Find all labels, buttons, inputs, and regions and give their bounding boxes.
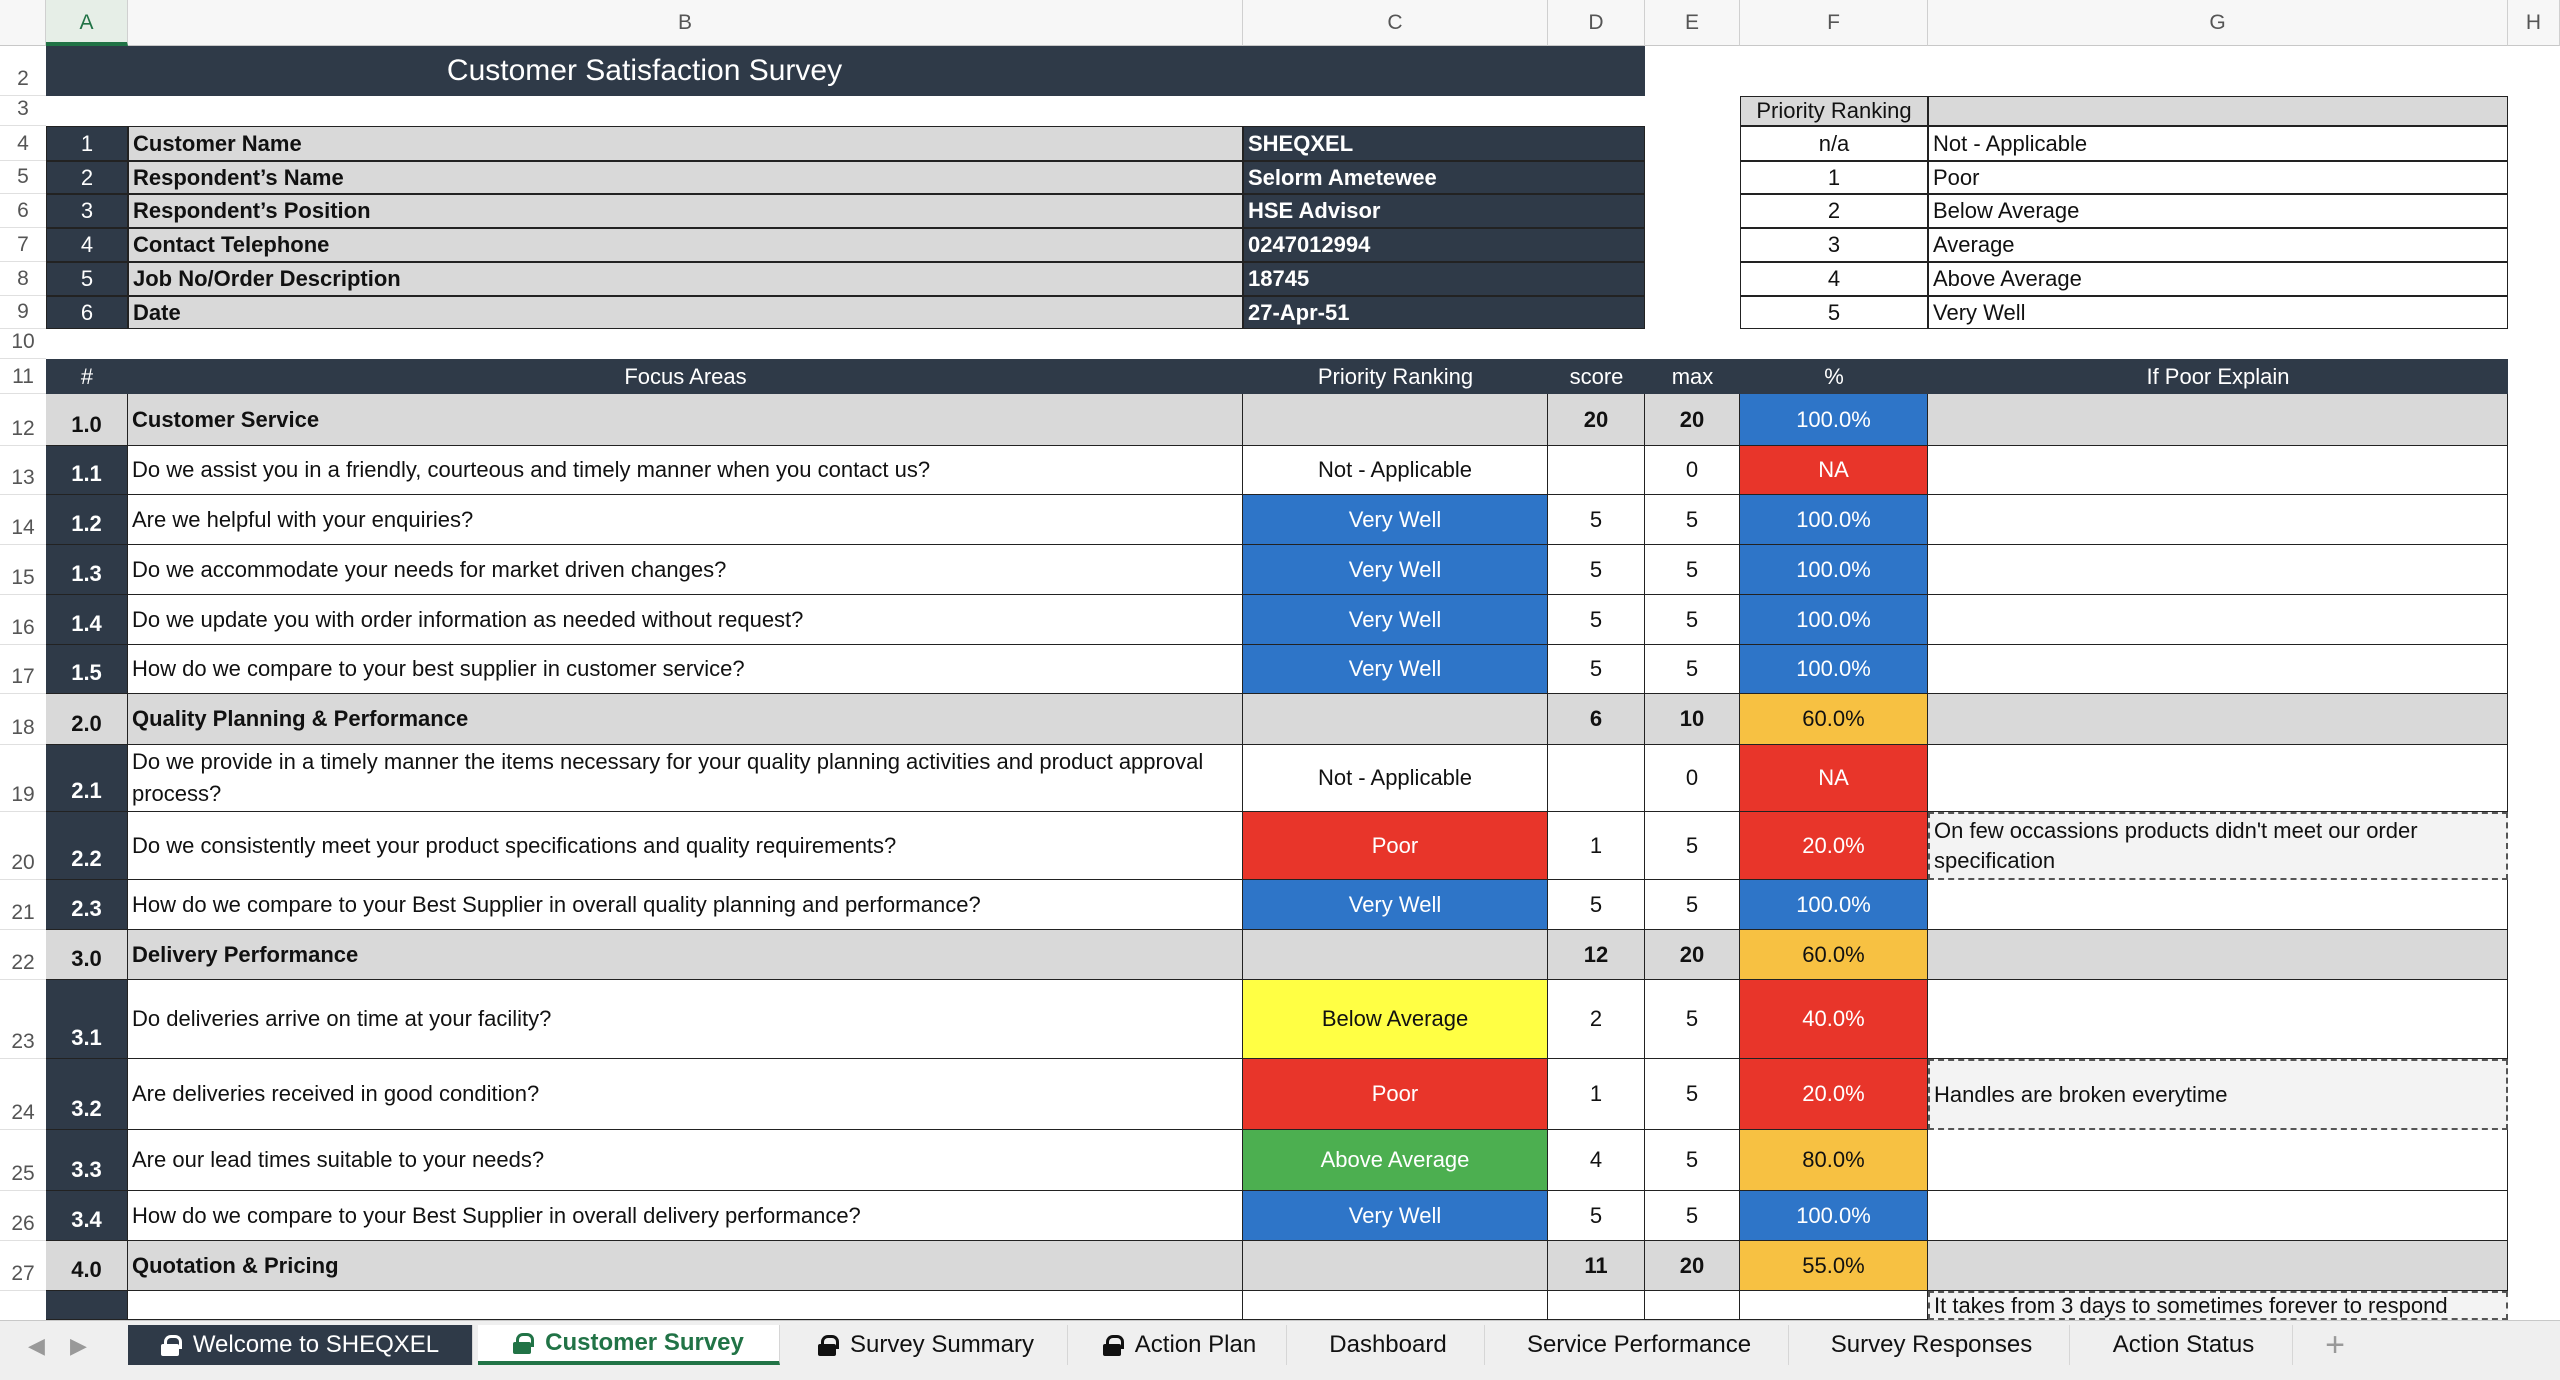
priority-ranking-value: Poor <box>1243 812 1548 880</box>
section-rank-blank <box>1243 930 1548 980</box>
section-percent: 55.0% <box>1740 1241 1928 1291</box>
question-text: How do we compare to your best supplier in customer service? <box>128 645 1243 694</box>
sheet-tab-dashboard[interactable] <box>1292 1325 1485 1365</box>
sheet-tab-label: Welcome to SHEQXEL <box>192 1331 440 1358</box>
row-header-27[interactable]: 27 <box>0 1241 46 1291</box>
lock-icon <box>818 1335 836 1355</box>
legend-label: Not - Applicable <box>1928 126 2508 161</box>
explain-blank <box>1928 595 2508 645</box>
question-text: Are deliveries received in good condition? <box>128 1059 1243 1130</box>
score-value: 5 <box>1548 1191 1645 1241</box>
row-header-11[interactable]: 11 <box>0 359 46 394</box>
info-label: Job No/Order Description <box>128 262 1243 296</box>
column-header-g[interactable]: G <box>1928 0 2508 46</box>
item-number: 1.2 <box>46 495 128 545</box>
info-label: Respondent’s Name <box>128 161 1243 194</box>
score-value: 5 <box>1548 880 1645 930</box>
legend-key: 2 <box>1740 194 1928 228</box>
max-value: 5 <box>1645 880 1740 930</box>
header-priority-ranking: Priority Ranking <box>1243 359 1548 394</box>
header-score: score <box>1548 359 1645 394</box>
row-header-10[interactable]: 10 <box>0 329 46 359</box>
info-value: 18745 <box>1243 262 1645 296</box>
section-max: 20 <box>1645 1241 1740 1291</box>
max-value: 5 <box>1645 595 1740 645</box>
row-header-17[interactable]: 17 <box>0 645 46 694</box>
sheet-tab-welcome-to-sheqxel[interactable] <box>128 1325 473 1365</box>
legend-key: 4 <box>1740 262 1928 296</box>
prev-sheet-arrow-icon[interactable]: ◀ <box>28 1333 45 1358</box>
info-label: Customer Name <box>128 126 1243 161</box>
poor-explanation: Handles are broken everytime <box>1928 1059 2508 1130</box>
explain-blank <box>1928 446 2508 495</box>
score-value: 5 <box>1548 545 1645 595</box>
sheet-tab-bar <box>0 1320 2560 1380</box>
row-header-12[interactable]: 12 <box>0 394 46 446</box>
poor-explanation: It takes from 3 days to sometimes forever to respond <box>1928 1291 2508 1320</box>
legend-label: Below Average <box>1928 194 2508 228</box>
section-rank-blank <box>1243 694 1548 745</box>
explain-blank <box>1928 1130 2508 1191</box>
row-header-26[interactable]: 26 <box>0 1191 46 1241</box>
item-number: 1.3 <box>46 545 128 595</box>
percent-value: 100.0% <box>1740 545 1928 595</box>
item-number: 2.2 <box>46 812 128 880</box>
explain-blank <box>1928 645 2508 694</box>
item-number: 2.3 <box>46 880 128 930</box>
question-text: Are our lead times suitable to your needs? <box>128 1130 1243 1191</box>
item-number: 1.1 <box>46 446 128 495</box>
row-header-19[interactable]: 19 <box>0 745 46 812</box>
item-number: 1.0 <box>46 394 128 446</box>
column-header-d[interactable]: D <box>1548 0 1645 46</box>
legend-key: n/a <box>1740 126 1928 161</box>
priority-ranking-value: Very Well <box>1243 1191 1548 1241</box>
info-number: 5 <box>46 262 128 296</box>
row-header-20[interactable]: 20 <box>0 812 46 880</box>
priority-ranking-value: Above Average <box>1243 1130 1548 1191</box>
priority-ranking-value: Not - Applicable <box>1243 745 1548 812</box>
question-text: How do we compare to your Best Supplier in overall delivery performance? <box>128 1191 1243 1241</box>
percent-value: 100.0% <box>1740 880 1928 930</box>
row-header-5[interactable]: 5 <box>0 161 46 194</box>
info-number: 6 <box>46 296 128 329</box>
item-number: 3.1 <box>46 980 128 1059</box>
info-number: 3 <box>46 194 128 228</box>
section-title: Delivery Performance <box>128 930 1243 980</box>
percent-value: 100.0% <box>1740 595 1928 645</box>
info-number: 4 <box>46 228 128 262</box>
header-max: max <box>1645 359 1740 394</box>
row-header-6[interactable]: 6 <box>0 194 46 228</box>
row-header-25[interactable]: 25 <box>0 1130 46 1191</box>
section-explain-blank <box>1928 394 2508 446</box>
explain-blank <box>1928 495 2508 545</box>
max-value: 5 <box>1645 1059 1740 1130</box>
percent-value: 100.0% <box>1740 645 1928 694</box>
score-value <box>1548 446 1645 495</box>
row-header-18[interactable]: 18 <box>0 694 46 745</box>
legend-key: 1 <box>1740 161 1928 194</box>
explain-blank <box>1928 880 2508 930</box>
section-rank-blank <box>1243 394 1548 446</box>
legend-label: Average <box>1928 228 2508 262</box>
legend-header-blank <box>1928 96 2508 126</box>
legend-label: Poor <box>1928 161 2508 194</box>
priority-ranking-value: Poor <box>1243 1059 1548 1130</box>
row-header-23[interactable]: 23 <box>0 980 46 1059</box>
sheet-tab-customer-survey[interactable] <box>478 1325 780 1365</box>
priority-ranking-value: Very Well <box>1243 545 1548 595</box>
section-title: Customer Service <box>128 394 1243 446</box>
info-label: Contact Telephone <box>128 228 1243 262</box>
row-header-3[interactable]: 3 <box>0 96 46 126</box>
question-text: Are we helpful with your enquiries? <box>128 495 1243 545</box>
section-title: Quotation & Pricing <box>128 1241 1243 1291</box>
row-header-15[interactable]: 15 <box>0 545 46 595</box>
sheet-tab-service-performance[interactable] <box>1490 1325 1789 1365</box>
column-header-h[interactable]: H <box>2508 0 2560 46</box>
section-max: 20 <box>1645 930 1740 980</box>
next-sheet-arrow-icon[interactable]: ▶ <box>70 1333 87 1358</box>
sheet-tab-label: Survey Responses <box>1830 1331 2033 1358</box>
header-focus-areas: Focus Areas <box>128 359 1243 394</box>
sheet-tab-label: Customer Survey <box>545 1329 744 1356</box>
header-if-poor-explain: If Poor Explain <box>1928 359 2508 394</box>
score-value: 1 <box>1548 1059 1645 1130</box>
priority-ranking-value: Very Well <box>1243 880 1548 930</box>
percent-value: 100.0% <box>1740 495 1928 545</box>
column-header-c[interactable]: C <box>1243 0 1548 46</box>
max-value: 5 <box>1645 1191 1740 1241</box>
max-value: 5 <box>1645 1130 1740 1191</box>
row-header-14[interactable]: 14 <box>0 495 46 545</box>
max-value: 5 <box>1645 812 1740 880</box>
question-text: Do deliveries arrive on time at your facility? <box>128 980 1243 1059</box>
score-value: 1 <box>1548 812 1645 880</box>
score-value: 5 <box>1548 595 1645 645</box>
priority-ranking-value: Very Well <box>1243 495 1548 545</box>
item-number: 3.3 <box>46 1130 128 1191</box>
sheet-tab-label: Action Status <box>2112 1331 2255 1358</box>
info-value: Selorm Ametewee <box>1243 161 1645 194</box>
section-score: 11 <box>1548 1241 1645 1291</box>
sheet-tab-label: Dashboard <box>1329 1331 1447 1358</box>
row-header-13[interactable]: 13 <box>0 446 46 495</box>
max-value: 0 <box>1645 446 1740 495</box>
info-number: 2 <box>46 161 128 194</box>
poor-explanation: On few occassions products didn't meet our order specification <box>1928 812 2508 880</box>
lock-icon <box>513 1333 531 1353</box>
item-number: 3.0 <box>46 930 128 980</box>
sheet-tab-label: Service Performance <box>1526 1331 1752 1358</box>
row-header-7[interactable]: 7 <box>0 228 46 262</box>
row-header-8[interactable]: 8 <box>0 262 46 296</box>
row-header-4[interactable]: 4 <box>0 126 46 161</box>
score-value: 4 <box>1548 1130 1645 1191</box>
score-value <box>1548 745 1645 812</box>
score-value <box>1548 1291 1645 1320</box>
max-value <box>1645 1291 1740 1320</box>
section-max: 20 <box>1645 394 1740 446</box>
info-label: Respondent’s Position <box>128 194 1243 228</box>
row-header-22[interactable]: 22 <box>0 930 46 980</box>
info-value: SHEQXEL <box>1243 126 1645 161</box>
info-number: 1 <box>46 126 128 161</box>
item-number: 2.0 <box>46 694 128 745</box>
column-header-f[interactable]: F <box>1740 0 1928 46</box>
sheet-tab-survey-responses[interactable] <box>1794 1325 2070 1365</box>
question-text: Do we accommodate your needs for market driven changes? <box>128 545 1243 595</box>
legend-label: Very Well <box>1928 296 2508 329</box>
item-number: 3.4 <box>46 1191 128 1241</box>
section-percent: 60.0% <box>1740 694 1928 745</box>
row-header-24[interactable]: 24 <box>0 1059 46 1130</box>
row-header-21[interactable]: 21 <box>0 880 46 930</box>
section-score: 6 <box>1548 694 1645 745</box>
section-title: Quality Planning & Performance <box>128 694 1243 745</box>
priority-ranking-value: Very Well <box>1243 645 1548 694</box>
question-text: Do we assist you in a friendly, courteous and timely manner when you contact us? <box>128 446 1243 495</box>
section-score: 12 <box>1548 930 1645 980</box>
section-max: 10 <box>1645 694 1740 745</box>
section-explain-blank <box>1928 1241 2508 1291</box>
item-number: 4.0 <box>46 1241 128 1291</box>
question-text: Do we consistently meet your product specifications and quality requirements? <box>128 812 1243 880</box>
info-value: 0247012994 <box>1243 228 1645 262</box>
max-value: 5 <box>1645 545 1740 595</box>
info-value: 27-Apr-51 <box>1243 296 1645 329</box>
title-bar-extension <box>1243 46 1645 96</box>
add-sheet-button[interactable]: + <box>2325 1325 2345 1364</box>
lock-icon <box>161 1335 179 1355</box>
percent-value: 20.0% <box>1740 1059 1928 1130</box>
legend-header: Priority Ranking <box>1740 96 1928 126</box>
item-number <box>46 1291 128 1320</box>
legend-key: 5 <box>1740 296 1928 329</box>
sheet-tab-survey-summary[interactable] <box>785 1325 1068 1365</box>
score-value: 2 <box>1548 980 1645 1059</box>
max-value: 5 <box>1645 980 1740 1059</box>
question-text <box>128 1291 1243 1320</box>
question-text: Do we update you with order information as needed without request? <box>128 595 1243 645</box>
lock-icon <box>1103 1335 1121 1355</box>
column-header-e[interactable]: E <box>1645 0 1740 46</box>
explain-blank <box>1928 545 2508 595</box>
row-header-16[interactable]: 16 <box>0 595 46 645</box>
section-rank-blank <box>1243 1241 1548 1291</box>
survey-title: Customer Satisfaction Survey <box>46 46 1243 96</box>
priority-ranking-value: Not - Applicable <box>1243 446 1548 495</box>
section-percent: 60.0% <box>1740 930 1928 980</box>
legend-key: 3 <box>1740 228 1928 262</box>
item-number: 1.4 <box>46 595 128 645</box>
sheet-tab-label: Action Plan <box>1134 1331 1257 1358</box>
max-value: 0 <box>1645 745 1740 812</box>
section-explain-blank <box>1928 694 2508 745</box>
percent-value: 20.0% <box>1740 812 1928 880</box>
max-value: 5 <box>1645 645 1740 694</box>
column-header-b[interactable]: B <box>128 0 1243 46</box>
explain-blank <box>1928 980 2508 1059</box>
percent-value: 100.0% <box>1740 1191 1928 1241</box>
info-label: Date <box>128 296 1243 329</box>
priority-ranking-value: Very Well <box>1243 595 1548 645</box>
row-header-9[interactable]: 9 <box>0 296 46 329</box>
item-number: 2.1 <box>46 745 128 812</box>
score-value: 5 <box>1548 495 1645 545</box>
column-header-a[interactable]: A <box>46 0 128 46</box>
section-score: 20 <box>1548 394 1645 446</box>
legend-label: Above Average <box>1928 262 2508 296</box>
score-value: 5 <box>1548 645 1645 694</box>
percent-value: 40.0% <box>1740 980 1928 1059</box>
sheet-tab-label: Survey Summary <box>849 1331 1035 1358</box>
header-percent: % <box>1740 359 1928 394</box>
explain-blank <box>1928 745 2508 812</box>
question-text: How do we compare to your Best Supplier in overall quality planning and performance? <box>128 880 1243 930</box>
row-header-2[interactable]: 2 <box>0 46 46 96</box>
info-value: HSE Advisor <box>1243 194 1645 228</box>
select-all-corner[interactable] <box>0 0 46 46</box>
section-percent: 100.0% <box>1740 394 1928 446</box>
percent-value <box>1740 1291 1928 1320</box>
item-number: 3.2 <box>46 1059 128 1130</box>
percent-value: 80.0% <box>1740 1130 1928 1191</box>
section-explain-blank <box>1928 930 2508 980</box>
percent-value: NA <box>1740 446 1928 495</box>
sheet-tab-action-status[interactable] <box>2075 1325 2293 1365</box>
max-value: 5 <box>1645 495 1740 545</box>
sheet-tab-action-plan[interactable] <box>1073 1325 1287 1365</box>
priority-ranking-value <box>1243 1291 1548 1320</box>
header-num: # <box>46 359 128 394</box>
percent-value: NA <box>1740 745 1928 812</box>
question-text: Do we provide in a timely manner the items necessary for your quality planning activities and product approval process? <box>128 745 1243 812</box>
item-number: 1.5 <box>46 645 128 694</box>
explain-blank <box>1928 1191 2508 1241</box>
priority-ranking-value: Below Average <box>1243 980 1548 1059</box>
